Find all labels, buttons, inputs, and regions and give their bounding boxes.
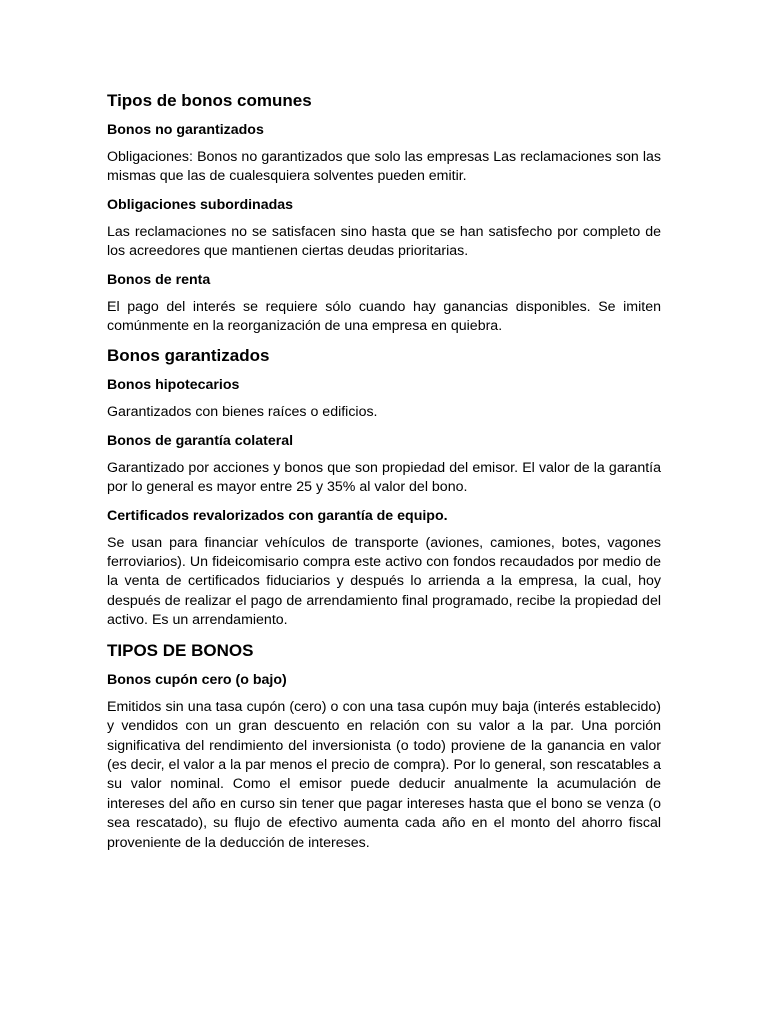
paragraph: Obligaciones: Bonos no garantizados que solo las empresas Las reclamaciones son las mismas que las de cualesquiera solventes pueden emitir. <box>107 149 661 185</box>
subsection-title: Obligaciones subordinadas <box>107 196 294 213</box>
section-heading: Tipos de bonos comunes <box>107 91 312 110</box>
subsection-title: Bonos no garantizados <box>107 122 264 138</box>
subsection-title: Bonos de renta <box>107 271 211 288</box>
paragraph: Se usan para financiar vehículos de transporte (aviones, camiones, botes, vagones ferroviarios). Un fideicomisario compra este activo con fondos recaudados por medio de la venta de certificados fiduciarios y después lo arrienda a la empresa, la cual, hoy después de realizar el pago de arrendamiento final programado, recibe la propiedad del activo. Es un arrendamiento. <box>107 534 661 629</box>
paragraph: Garantizados con bienes raíces o edificios. <box>107 404 378 421</box>
section-heading: TIPOS DE BONOS <box>107 640 254 660</box>
subsection-title: Bonos hipotecarios <box>107 377 240 394</box>
paragraph: Garantizado por acciones y bonos que son propiedad del emisor. El valor de la garantía por lo general es mayor entre 25 y 35% al valor del bono. <box>107 459 661 496</box>
paragraph: Las reclamaciones no se satisfacen sino hasta que se han satisfecho por completo de los acreedores que mantienen ciertas deudas prioritarias. <box>107 223 661 260</box>
subsection-title: Certificados revalorizados con garantía de equipo. <box>107 507 448 524</box>
subsection-title: Bonos de garantía colateral <box>107 432 294 449</box>
subsection-title: Bonos cupón cero (o bajo) <box>107 671 287 688</box>
section-heading: Bonos garantizados <box>107 346 270 366</box>
paragraph: Emitidos sin una tasa cupón (cero) o con una tasa cupón muy baja (interés establecido) y vendidos con un gran descuento en relación con su valor a la par. Una porción significativa del rendimiento del inversionista (o todo) proviene de la ganancia en valor (es decir, el valor a la par menos el precio de compra). Por lo general, son rescatables a su valor nominal. Como el emisor puede deducir anualmente la acumulación de intereses del año en curso sin tener que pagar intereses hasta que el bono se venza (o sea rescatado), su flujo de efectivo aumenta cada año en el monto del ahorro fiscal proveniente de la deducción de intereses. <box>107 698 661 851</box>
document-page <box>107 90 661 853</box>
paragraph: El pago del interés se requiere sólo cuando hay ganancias disponibles. Se imiten comúnmente en la reorganización de una empresa en quiebra. <box>107 298 661 335</box>
